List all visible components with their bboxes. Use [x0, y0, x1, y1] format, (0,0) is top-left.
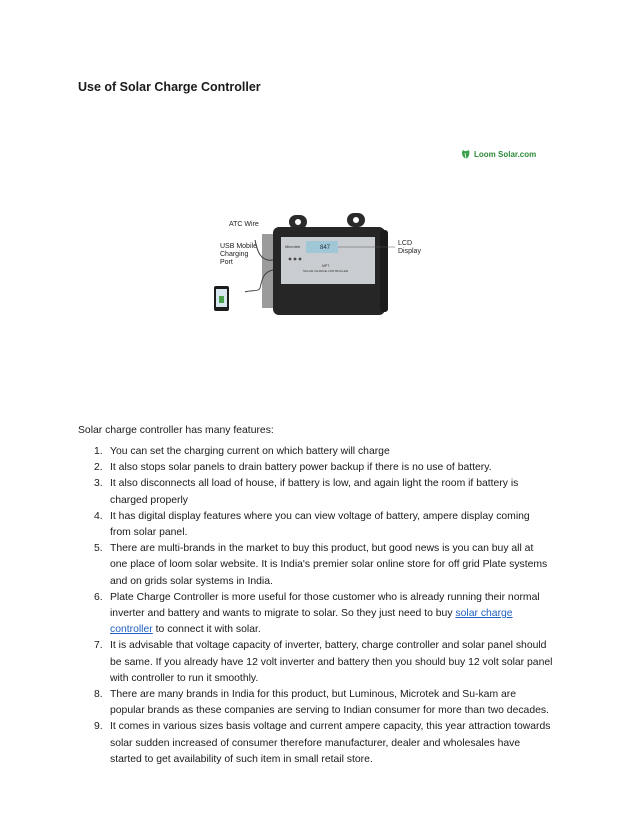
brand-logo [461, 149, 536, 160]
list-line: be same. If you already have 12 volt inverter and battery then you should buy 12 volt solar panel [110, 656, 553, 668]
usb-port-label-line3: Port [220, 259, 233, 266]
product-figure [205, 200, 430, 330]
list-line-text: to connect it with solar. [152, 624, 261, 636]
list-line [110, 606, 563, 622]
list-line: started to get availability of such item in small retail store. [110, 753, 373, 765]
list-item [78, 541, 563, 590]
list-line: You can set the charging current on which battery will charge [110, 446, 390, 457]
features-list [78, 444, 563, 768]
list-item [78, 719, 563, 768]
device-model-line2: SOLAR CHARGE CONTROLLER [303, 269, 349, 273]
list-item [78, 444, 563, 460]
list-line: There are multi-brands in the market to buy this product, but good news is you can buy all at [110, 543, 534, 555]
usb-port-label-line2: Charging [220, 251, 249, 258]
device-model-line1: MPT [322, 264, 330, 268]
solar-charge-controller-link-continued[interactable]: controller [110, 624, 153, 636]
list-line [110, 622, 563, 638]
lcd-display-label-line1: LCD [398, 240, 413, 247]
charge-controller-image [205, 200, 430, 330]
list-number: 7. [94, 640, 103, 652]
usb-port-label-line1: USB Mobile [220, 243, 257, 250]
list-line: There are many brands in India for this product, but Luminous, Microtek and Su-kam are [110, 689, 517, 701]
list-line: and on grids solar systems in India. [110, 575, 273, 587]
solar-charge-controller-link[interactable]: solar charge [455, 608, 513, 620]
atc-wire-label: ATC Wire [229, 221, 259, 228]
list-line: Plate Charge Controller is more useful for those customer who is already running their normal [110, 591, 540, 603]
lcd-display-label-line2: Display [398, 248, 421, 255]
list-item [78, 476, 563, 508]
list-item [78, 638, 563, 687]
list-line: It has digital display features where you can view voltage of battery, ampere display coming [110, 510, 530, 522]
list-line-text: inverter and battery and wants to migrate to solar. So they just need to buy [110, 608, 456, 620]
brand-name: Loom Solar.com [474, 150, 537, 159]
list-line: It is advisable that voltage capacity of inverter, battery, charge controller and solar panel should [110, 640, 547, 652]
list-line: from solar panel. [110, 527, 188, 539]
list-item [78, 460, 563, 476]
list-line: charged properly [110, 494, 188, 506]
list-line: with controller to run it smoothly. [110, 672, 259, 684]
list-item [78, 509, 563, 541]
list-line: It also stops solar panels to drain battery power backup if there is no use of battery. [110, 462, 492, 474]
list-number: 3. [94, 478, 103, 490]
page-title: Use of Solar Charge Controller [78, 80, 261, 94]
list-number: 6. [94, 591, 103, 603]
device-brand-text: Microtek [285, 244, 301, 249]
list-number: 4. [94, 510, 103, 522]
list-line: one place of loom solar website. It is India's premier solar online store for off grid Plate systems [110, 559, 548, 571]
list-line: It also disconnects all load of house, if battery is low, and again light the room if battery is [110, 478, 519, 490]
list-number: 1. [94, 446, 103, 457]
list-line: It comes in various sizes basis voltage and current ampere capacity, this year attraction towards [110, 721, 551, 733]
intro-text: Solar charge controller has many features: [78, 425, 274, 436]
list-number: 9. [94, 721, 103, 733]
list-line: popular brands as these companies are serving to Indian consumer for more than two decades. [110, 705, 549, 717]
list-item [78, 687, 563, 719]
list-line: solar sudden increased of consumer therefore manufacturer, dealer and wholesales have [110, 737, 521, 749]
list-number: 5. [94, 543, 103, 555]
list-number: 2. [94, 462, 103, 474]
leaf-icon [461, 149, 471, 160]
list-number: 8. [94, 689, 103, 701]
list-item [78, 590, 563, 639]
lcd-reading: 847 [320, 245, 331, 251]
